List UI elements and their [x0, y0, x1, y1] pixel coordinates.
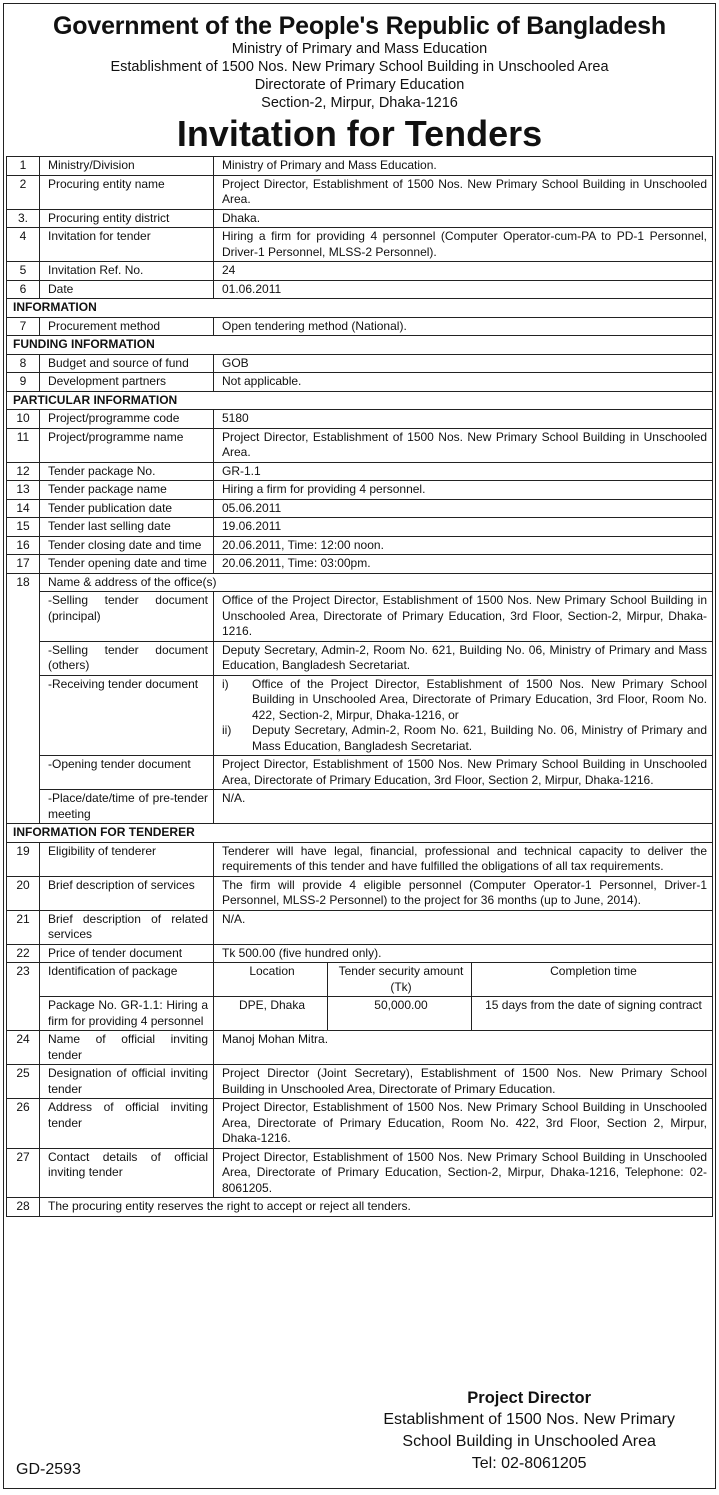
list-item [222, 677, 707, 724]
table-row [7, 536, 713, 555]
row-label: Date [40, 280, 214, 299]
table-row [7, 1099, 713, 1149]
package-completion: 15 days from the date of signing contract [472, 997, 713, 1031]
row-number: 6 [7, 280, 40, 299]
table-row [7, 317, 713, 336]
col-completion: Completion time [472, 963, 713, 997]
row-label: Eligibility of tenderer [40, 842, 214, 876]
row-value: GR-1.1 [214, 462, 713, 481]
row-number: 1 [7, 157, 40, 176]
ministry-name: Ministry of Primary and Mass Education [231, 41, 488, 57]
table-row [7, 481, 713, 500]
row-value: The firm will provide 4 eligible personnel (Computer Operator-1 Personnel, Driver-1 Personnel, MLSS-2 Personnel) to the project for 36 months (up to June, 2014). [214, 876, 713, 910]
row-number: 16 [7, 536, 40, 555]
row-number: 26 [7, 1099, 40, 1149]
row-label: Invitation for tender [40, 228, 214, 262]
row-value: GOB [214, 354, 713, 373]
section-row [7, 336, 713, 355]
list-item [222, 723, 707, 754]
row-number: 23 [7, 963, 40, 1031]
row-label: Tender opening date and time [40, 555, 214, 574]
row-label: Tender package name [40, 481, 214, 500]
table-row [7, 555, 713, 574]
row-value: 19.06.2011 [214, 518, 713, 537]
row-label: Development partners [40, 373, 214, 392]
row-number: 27 [7, 1148, 40, 1198]
row-label: Procuring entity district [40, 209, 214, 228]
row-value: 5180 [214, 410, 713, 429]
row-label: Contact details of official inviting tender [40, 1148, 214, 1198]
table-row [7, 944, 713, 963]
table-row [7, 262, 713, 281]
table-row [7, 756, 713, 790]
gd-number: GD-2593 [16, 1461, 81, 1478]
row-label: Tender closing date and time [40, 536, 214, 555]
row-number: 28 [7, 1198, 40, 1217]
row-label: Budget and source of fund [40, 354, 214, 373]
row-value: The procuring entity reserves the right to accept or reject all tenders. [40, 1198, 713, 1217]
notice-header [4, 4, 715, 154]
table-row [7, 963, 713, 997]
row-label: Price of tender document [40, 944, 214, 963]
row-value: 24 [214, 262, 713, 281]
package-security: 50,000.00 [328, 997, 472, 1031]
row-value: Not applicable. [214, 373, 713, 392]
row-label: Brief description of services [40, 876, 214, 910]
row-number: 21 [7, 910, 40, 944]
government-title: Government of the People's Republic of Bangladesh [53, 12, 666, 40]
signatory-line: School Building in Unschooled Area [402, 1433, 656, 1450]
table-row [7, 876, 713, 910]
section-row [7, 391, 713, 410]
row-value: Manoj Mohan Mitra. [214, 1031, 713, 1065]
row-value: Deputy Secretary, Admin-2, Room No. 621, Building No. 06, Ministry of Primary and Mass Education, Bangladesh Secretariat. [214, 641, 713, 675]
package-location: DPE, Dhaka [214, 997, 328, 1031]
row-value: Ministry of Primary and Mass Education. [214, 157, 713, 176]
row-label: -Opening tender document [40, 756, 214, 790]
table-row [7, 641, 713, 675]
section-row [7, 824, 713, 843]
row-value: Dhaka. [214, 209, 713, 228]
row-label: Tender package No. [40, 462, 214, 481]
page-title: Invitation for Tenders [176, 113, 543, 154]
row-value: Hiring a firm for providing 4 personnel (Computer Operator-cum-PA to PD-1 Personnel, Driver-1 Personnel, MLSS-2 Personnel). [214, 228, 713, 262]
row-label: Name & address of the office(s) [40, 573, 713, 592]
row-value: Tk 500.00 (five hundred only). [214, 944, 713, 963]
row-label: -Receiving tender document [40, 675, 214, 756]
row-label: -Selling tender document (others) [40, 641, 214, 675]
table-row [7, 410, 713, 429]
row-number: 15 [7, 518, 40, 537]
list-text: Deputy Secretary, Admin-2, Room No. 621, Building No. 06, Ministry of Primary and Mass Education, Bangladesh Secretariat. [252, 723, 707, 753]
row-value: Project Director, Establishment of 1500 Nos. New Primary School Building in Unschooled Area. [214, 428, 713, 462]
table-row [7, 997, 713, 1031]
row-label: Designation of official inviting tender [40, 1065, 214, 1099]
section-heading: FUNDING INFORMATION [7, 336, 713, 355]
row-number: 13 [7, 481, 40, 500]
table-row [7, 354, 713, 373]
table-row [7, 573, 713, 592]
table-row [7, 280, 713, 299]
row-value: Project Director, Establishment of 1500 Nos. New Primary School Building in Unschooled Area, Directorate of Primary Education, Section-2, Mirpur, Dhaka-1216, Telephone: 02-8061205. [214, 1148, 713, 1198]
row-label: Ministry/Division [40, 157, 214, 176]
col-security: Tender security amount (Tk) [328, 963, 472, 997]
row-number: 19 [7, 842, 40, 876]
row-label: -Place/date/time of pre-tender meeting [40, 790, 214, 824]
row-number: 10 [7, 410, 40, 429]
section-heading: INFORMATION FOR TENDERER [7, 824, 713, 843]
table-row [7, 462, 713, 481]
list-index: i) [222, 676, 229, 691]
table-row [7, 910, 713, 944]
package-label: Package No. GR-1.1: Hiring a firm for providing 4 personnel [40, 997, 214, 1031]
row-label: Brief description of related services [40, 910, 214, 944]
row-value: Office of the Project Director, Establishment of 1500 Nos. New Primary School Building in Unschooled Area, Directorate of Primary Education, 3rd Floor, Section-2, Mirpur, Dhaka-1216. [214, 592, 713, 642]
row-number: 5 [7, 262, 40, 281]
section-row [7, 299, 713, 318]
table-row [7, 209, 713, 228]
table-row [7, 518, 713, 537]
table-row [7, 499, 713, 518]
row-label: Project/programme code [40, 410, 214, 429]
signature-block [383, 1387, 675, 1475]
table-row [7, 373, 713, 392]
row-number: 9 [7, 373, 40, 392]
list-text: Office of the Project Director, Establishment of 1500 Nos. New Primary School Building in Unschooled Area, Directorate of Primary Education, 3rd Floor, Room No. 422, Section-2, Mirpur, Dhaka-1216, or [252, 676, 707, 722]
row-label: Name of official inviting tender [40, 1031, 214, 1065]
row-number: 24 [7, 1031, 40, 1065]
row-label: Procuring entity name [40, 175, 214, 209]
row-label: -Selling tender document (principal) [40, 592, 214, 642]
table-row [7, 790, 713, 824]
row-value: Hiring a firm for providing 4 personnel. [214, 481, 713, 500]
project-name: Establishment of 1500 Nos. New Primary School Building in Unschooled Area [110, 59, 609, 75]
row-number: 2 [7, 175, 40, 209]
receiving-list [222, 677, 707, 755]
office-address: Section-2, Mirpur, Dhaka-1216 [261, 95, 458, 111]
row-value: Open tendering method (National). [214, 317, 713, 336]
row-value: 20.06.2011, Time: 03:00pm. [214, 555, 713, 574]
row-number: 17 [7, 555, 40, 574]
notice-footer [4, 1385, 715, 1489]
row-number: 25 [7, 1065, 40, 1099]
signatory-phone: Tel: 02-8061205 [471, 1455, 587, 1472]
row-label: Tender last selling date [40, 518, 214, 537]
table-row [7, 842, 713, 876]
tender-notice [3, 3, 716, 1489]
row-value: Project Director, Establishment of 1500 Nos. New Primary School Building in Unschooled Area. [214, 175, 713, 209]
row-number: 12 [7, 462, 40, 481]
table-row [7, 592, 713, 642]
row-value: N/A. [214, 790, 713, 824]
row-label: Tender publication date [40, 499, 214, 518]
signatory-line: Establishment of 1500 Nos. New Primary [383, 1411, 675, 1428]
row-value: 01.06.2011 [214, 280, 713, 299]
row-label: Project/programme name [40, 428, 214, 462]
list-index: ii) [222, 723, 232, 737]
signatory-title: Project Director [467, 1389, 592, 1407]
row-label: Identification of package [40, 963, 214, 997]
table-row [7, 1065, 713, 1099]
section-heading: INFORMATION [7, 299, 713, 318]
row-number: 4 [7, 228, 40, 262]
row-value: N/A. [214, 910, 713, 944]
row-number: 7 [7, 317, 40, 336]
section-heading: PARTICULAR INFORMATION [7, 391, 713, 410]
col-location: Location [214, 963, 328, 997]
row-value: Project Director, Establishment of 1500 Nos. New Primary School Building in Unschooled Area, Directorate of Primary Education, 3rd Floor, Section 2, Mirpur, Dhaka-1216. [214, 756, 713, 790]
table-row [7, 1031, 713, 1065]
table-row [7, 1198, 713, 1217]
table-row [7, 428, 713, 462]
row-value: Project Director, Establishment of 1500 Nos. New Primary School Building in Unschooled Area, Directorate of Primary Education, Room No. 422, 3rd Floor, Section 2, Mirpur, Dhaka-1216. [214, 1099, 713, 1149]
row-number: 3. [7, 209, 40, 228]
directorate-name: Directorate of Primary Education [254, 77, 465, 93]
row-number: 8 [7, 354, 40, 373]
row-label: Address of official inviting tender [40, 1099, 214, 1149]
row-number: 11 [7, 428, 40, 462]
row-value: Project Director (Joint Secretary), Establishment of 1500 Nos. New Primary School Building in Unschooled Area, Directorate of Primary Education. [214, 1065, 713, 1099]
row-value: 20.06.2011, Time: 12:00 noon. [214, 536, 713, 555]
table-row [7, 228, 713, 262]
table-row [7, 675, 713, 756]
row-value [214, 675, 713, 756]
row-number: 14 [7, 499, 40, 518]
table-row [7, 175, 713, 209]
row-number: 18 [7, 573, 40, 824]
row-label: Invitation Ref. No. [40, 262, 214, 281]
table-row [7, 157, 713, 176]
row-number: 22 [7, 944, 40, 963]
row-number: 20 [7, 876, 40, 910]
row-label: Procurement method [40, 317, 214, 336]
row-value: 05.06.2011 [214, 499, 713, 518]
tender-table [6, 156, 713, 1217]
table-row [7, 1148, 713, 1198]
row-value: Tenderer will have legal, financial, professional and technical capacity to deliver the requirements of this tender and have fulfilled the obligations of all tax requirements. [214, 842, 713, 876]
